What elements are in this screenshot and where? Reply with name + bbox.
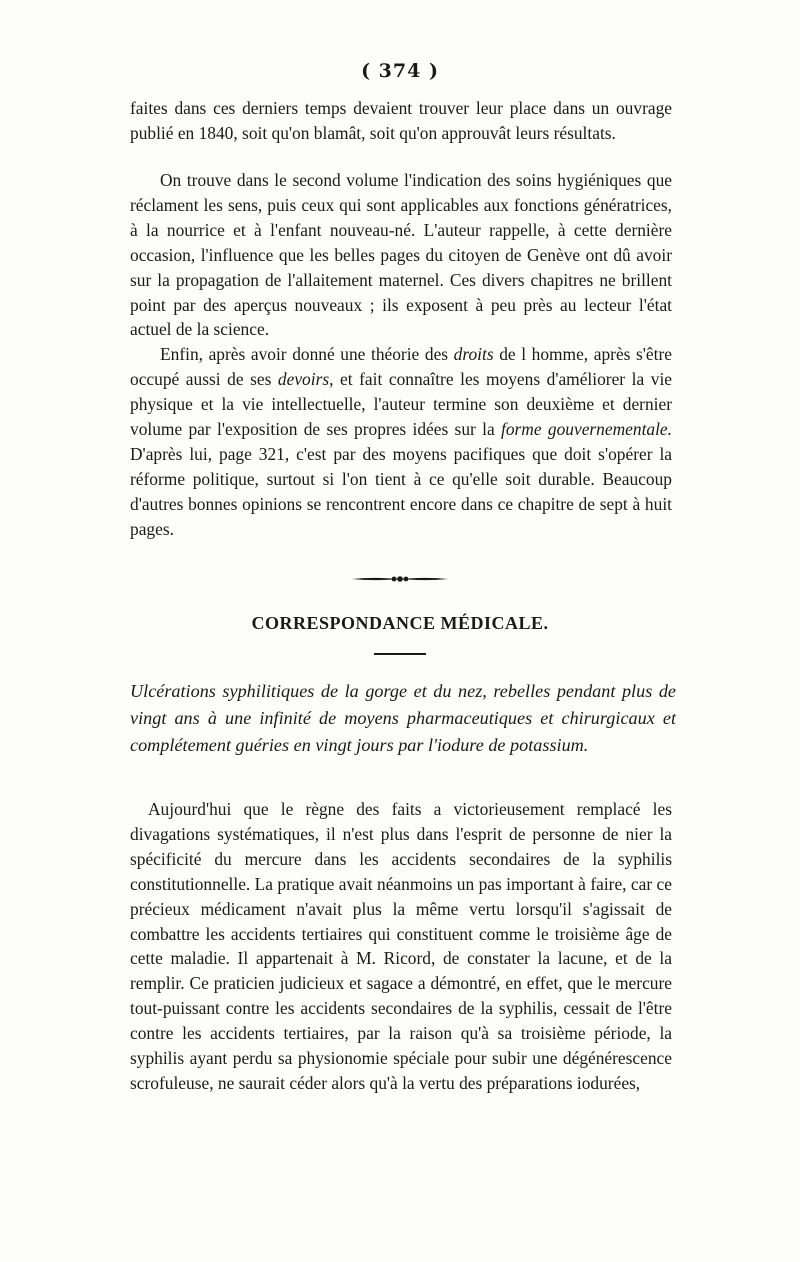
paragraph-text: , et fait connaître les moyens d'améliorer la vie physique et la vie intellectuelle, l'auteur termine son deuxième et dernier volume par l'exposition de ses propres idées sur la [130,369,672,440]
paragraph-text: D'après lui, page 321, c'est par des moyens pacifiques que doit s'opérer la réforme politique, surtout si l'on tient à ce qu'elle soit durable. Beaucoup d'autres bonnes opinions se rencontrent encore dans ce chapitre de sept à huit pages. [130,443,672,539]
paragraph-text: de l homme, après s'être occupé aussi de ses [130,344,672,390]
title-rule [374,653,426,655]
paragraph-second-volume: On trouve dans le second volume l'indication des soins hygiéniques que réclament les sens, puis ceux qui sont applicables aux fonctions génératrices, à la nourrice et à l'enfant nouveau-né. L'auteur rappelle, à cette dernière occasion, l'influence que les belles pages du citoyen de Genève ont dû avoir sur la propagation de l'allaitement maternel. Ces divers chapitres ne brillent point par des aperçus nouveaux ; ils exposent à peu près au lecteur l'état actuel de la science. [130,170,672,340]
emphasis-devoirs: devoirs [277,369,330,390]
emphasis-droits: droits [453,344,494,365]
article-body: Aujourd'hui que le règne des faits a victorieusement remplacé les divagations systématiques, il n'est plus dans l'esprit de personne de nier la spécificité du mercure dans les accidents secondaires de la syphilis constitutionnelle. La pratique avait néanmoins un pas important à faire, car ce précieux médicament n'avait plus la même vertu lorsqu'il s'agissait de combattre les accidents tertiaires qui constituent comme le troisième âge de cette maladie. Il appartenait à M. Ricord, de constater la lacune, et de la remplir. Ce praticien judicieux et sagace a démontré, en effet, que le mercure tout-puissant contre les accidents secondaires de la syphilis, cessait de l'être contre les accidents tertiaires, par la raison qu'à sa troisième période, la syphilis ayant perdu sa physionomie spéciale pour subir une dégénérescence scrofuleuse, ne saurait céder alors qu'à la vertu des préparations iodurées, [130,799,672,1093]
paragraph-text: Enfin, après avoir donné une théorie des [160,344,454,365]
emphasis-forme: forme gouvernementale. [501,419,672,440]
continued-paragraph [130,96,672,146]
paragraph-conclusion [130,342,672,541]
review-body [130,168,672,542]
section-title: CORRESPONDANCE MÉDICALE. [251,613,549,633]
ornamental-divider-icon [352,573,448,585]
page-number: ( 374 ) [361,60,439,82]
article-title: Ulcérations syphilitiques de la gorge et du nez, rebelles pendant plus de vingt ans à une infinité de moyens pharmaceutiques et chirurgicaux et complétement guéries en vingt jours par l'iodure de potassium. [130,681,676,755]
intro-paragraph: faites dans ces derniers temps devaient trouver leur place dans un ouvrage publié en 1840, soit qu'on blamât, soit qu'on approuvât leurs résultats. [130,98,672,143]
